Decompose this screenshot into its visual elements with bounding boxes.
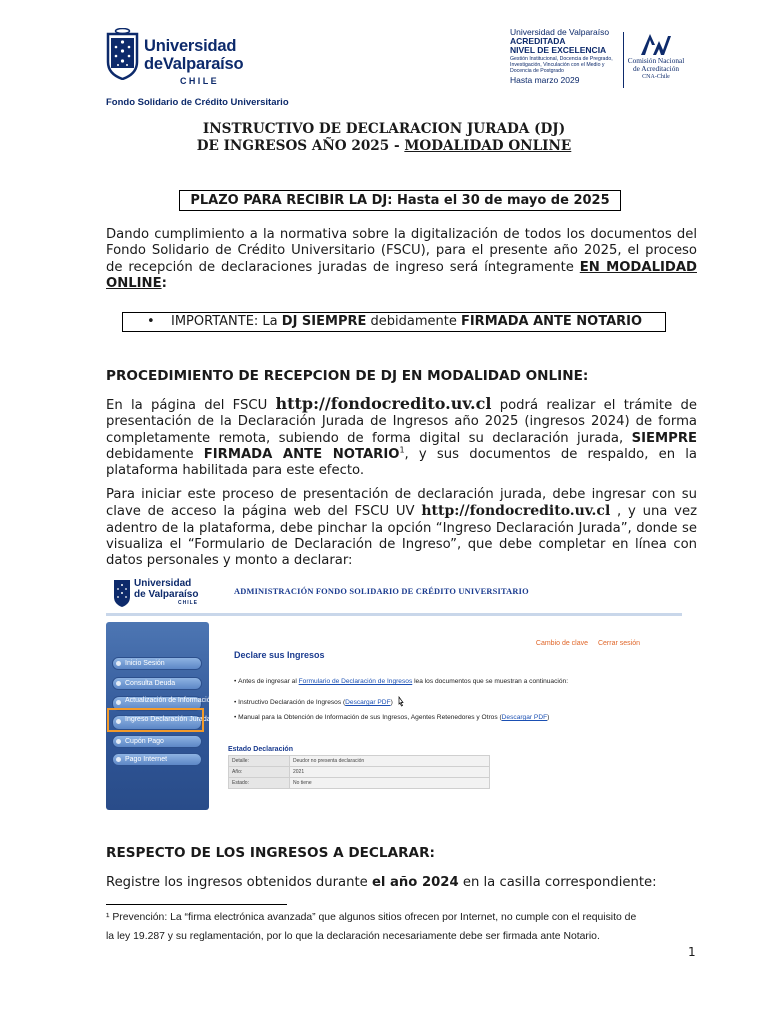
intro-paragraph: Dando cumplimiento a la normativa sobre la digitalización de todos los documentos del Fondo Solidario de Crédito Universitario (FSCU), para el presente año 2025, el proceso de recepción de declaraciones juradas de ingreso será íntegramente EN MODALIDAD ONLINE: <box>106 227 697 291</box>
section-heading-income: RESPECTO DE LOS INGRESOS A DECLARAR: <box>106 845 435 861</box>
fscu-url[interactable]: http://fondocredito.uv.cl <box>275 394 492 413</box>
logout-link[interactable]: Cerrar sesión <box>597 640 640 647</box>
doc-title-line2: DE INGRESOS AÑO 2025 - MODALIDAD ONLINE <box>196 138 572 154</box>
platform-header-bar <box>106 613 682 616</box>
footnote-line1: ¹ Prevención: La “firma electrónica avanzada” que algunos sitios ofrecen por Internet, no cumple con el requisito de <box>106 912 637 923</box>
page-number: 1 <box>688 945 696 959</box>
platform-heading: Declare sus Ingresos <box>234 650 325 660</box>
university-logo <box>106 27 306 87</box>
shield-icon <box>113 578 131 608</box>
accreditation-status: ACREDITADA <box>510 36 566 46</box>
change-key-link[interactable]: Cambio de clave <box>535 640 589 647</box>
accreditation-block <box>510 27 620 85</box>
menu-item-cupon-pago[interactable]: Cupón Pago <box>112 735 202 748</box>
platform-top-links <box>528 640 640 647</box>
highlight-box <box>107 708 204 732</box>
table-row: Detalle: Deudor no presenta declaración <box>229 756 490 767</box>
menu-item-actualizacion[interactable]: Actualización de Información <box>112 696 202 711</box>
menu-item-ingreso-dj[interactable]: Ingreso Declaración Jurada <box>112 715 202 730</box>
cursor-icon <box>395 696 407 708</box>
procedure-paragraph-1: En la página del FSCU http://fondocredito.uv.cl podrá realizar el trámite de presentación de la Declaración Jurada de Ingresos año 2025 (ingresos 2024) de forma completamente remota, subiendo de forma digital su declaración jurada, SIEMPRE debidamente FIRMADA ANTE NOTARIO$^1$, y sus documentos de respaldo, en la plataforma habilitada para este efecto. <box>106 394 697 479</box>
table-row: Estado: No tiene <box>229 778 490 789</box>
platform-content <box>218 622 682 825</box>
estado-title: Estado Declaración <box>228 746 293 753</box>
shield-icon <box>106 28 139 80</box>
platform-screenshot <box>106 573 682 825</box>
important-text: IMPORTANTE: La DJ SIEMPRE debidamente FIRMADA ANTE NOTARIO <box>171 314 643 329</box>
income-paragraph: Registre los ingresos obtenidos durante el año 2024 en la casilla correspondiente: <box>106 875 657 890</box>
logo-name-line1: Universidad <box>144 37 237 55</box>
menu-item-consulta-deuda[interactable]: Consulta Deuda <box>112 677 202 690</box>
platform-bullet-1: • Antes de ingresar al Formulario de Declaración de Ingresos lea los documentos que se muestran a continuación: <box>234 678 569 685</box>
intro-emphasis: EN MODALIDAD ONLINE <box>106 259 697 291</box>
menu-item-inicio-sesion[interactable]: Inicio Sesión <box>112 657 202 670</box>
logo-country: CHILE <box>180 76 219 86</box>
bullet: • <box>147 314 155 329</box>
logo-name-line2: deValparaíso <box>144 55 244 73</box>
cna-logo <box>626 31 686 81</box>
platform-logo-line3: CHILE <box>178 600 198 606</box>
platform-bullet-2: • Instructivo Declaración de Ingresos (Descargar PDF) <box>234 696 407 708</box>
cna-line2: de Acreditación <box>633 64 679 74</box>
accreditation-until: Hasta marzo 2029 <box>510 74 580 85</box>
platform-logo-line1: Universidad <box>134 578 192 589</box>
cna-line1: Comisión Nacional <box>627 56 685 65</box>
section-heading-procedure: PROCEDIMIENTO DE RECEPCION DE DJ EN MODALIDAD ONLINE: <box>106 368 589 384</box>
accreditation-detail: Gestión Institucional, Docencia de Pregrado, Investigación, Vinculación con el Medio y Docencia de Postgrado <box>510 56 613 75</box>
platform-header <box>106 573 682 615</box>
estado-table <box>228 755 490 789</box>
menu-item-pago-internet[interactable]: Pago Internet <box>112 753 202 766</box>
footnote-divider <box>106 904 287 905</box>
cna-line3: CNA-Chile <box>642 74 670 81</box>
form-link[interactable]: Formulario de Declaración de Ingresos <box>298 678 413 685</box>
fscu-url-2[interactable]: http://fondocredito.uv.cl <box>421 503 611 520</box>
doc-title-mode: MODALIDAD ONLINE <box>404 138 572 154</box>
important-box <box>122 312 666 332</box>
table-row: Año: 2021 <box>229 767 490 778</box>
platform-bullet-3: • Manual para la Obtención de Información de sus Ingresos, Agentes Retenedores y Otros (Descargar PDF) <box>234 714 550 721</box>
instructivo-pdf-link[interactable]: Descargar PDF <box>345 698 391 706</box>
accreditation-divider <box>623 32 624 88</box>
accreditation-university: Universidad de Valparaíso <box>510 27 610 37</box>
doc-title-line1: INSTRUCTIVO DE DECLARACION JURADA (DJ) <box>202 121 566 137</box>
fondo-title: Fondo Solidario de Crédito Universitario <box>106 97 289 108</box>
deadline-box: PLAZO PARA RECIBIR LA DJ: Hasta el 30 de mayo de 2025 <box>179 190 621 211</box>
platform-logo-line2: de Valparaíso <box>134 589 199 600</box>
procedure-paragraph-2: Para iniciar este proceso de presentación de declaración jurada, debe ingresar con su clave de acceso la página web del FSCU UV http://fondocredito.uv.cl , y una vez adentro de la plataforma, debe pinchar la opción “Ingreso Declaración Jurada”, donde se visualiza el “Formulario de Declaración de Ingreso”, que debe completar en línea con datos personales y monto a declarar: <box>106 487 698 569</box>
platform-title: ADMINISTRACIÓN FONDO SOLIDARIO DE CRÉDITO UNIVERSITARIO <box>234 587 529 596</box>
accreditation-level: NIVEL DE EXCELENCIA <box>510 45 607 55</box>
cna-mark-icon <box>639 31 673 57</box>
manual-pdf-link[interactable]: Descargar PDF <box>501 714 548 721</box>
footnote-line2: la ley 19.287 y su reglamentación, por lo que la declaración necesariamente debe ser firmada ante Notario. <box>106 931 600 942</box>
